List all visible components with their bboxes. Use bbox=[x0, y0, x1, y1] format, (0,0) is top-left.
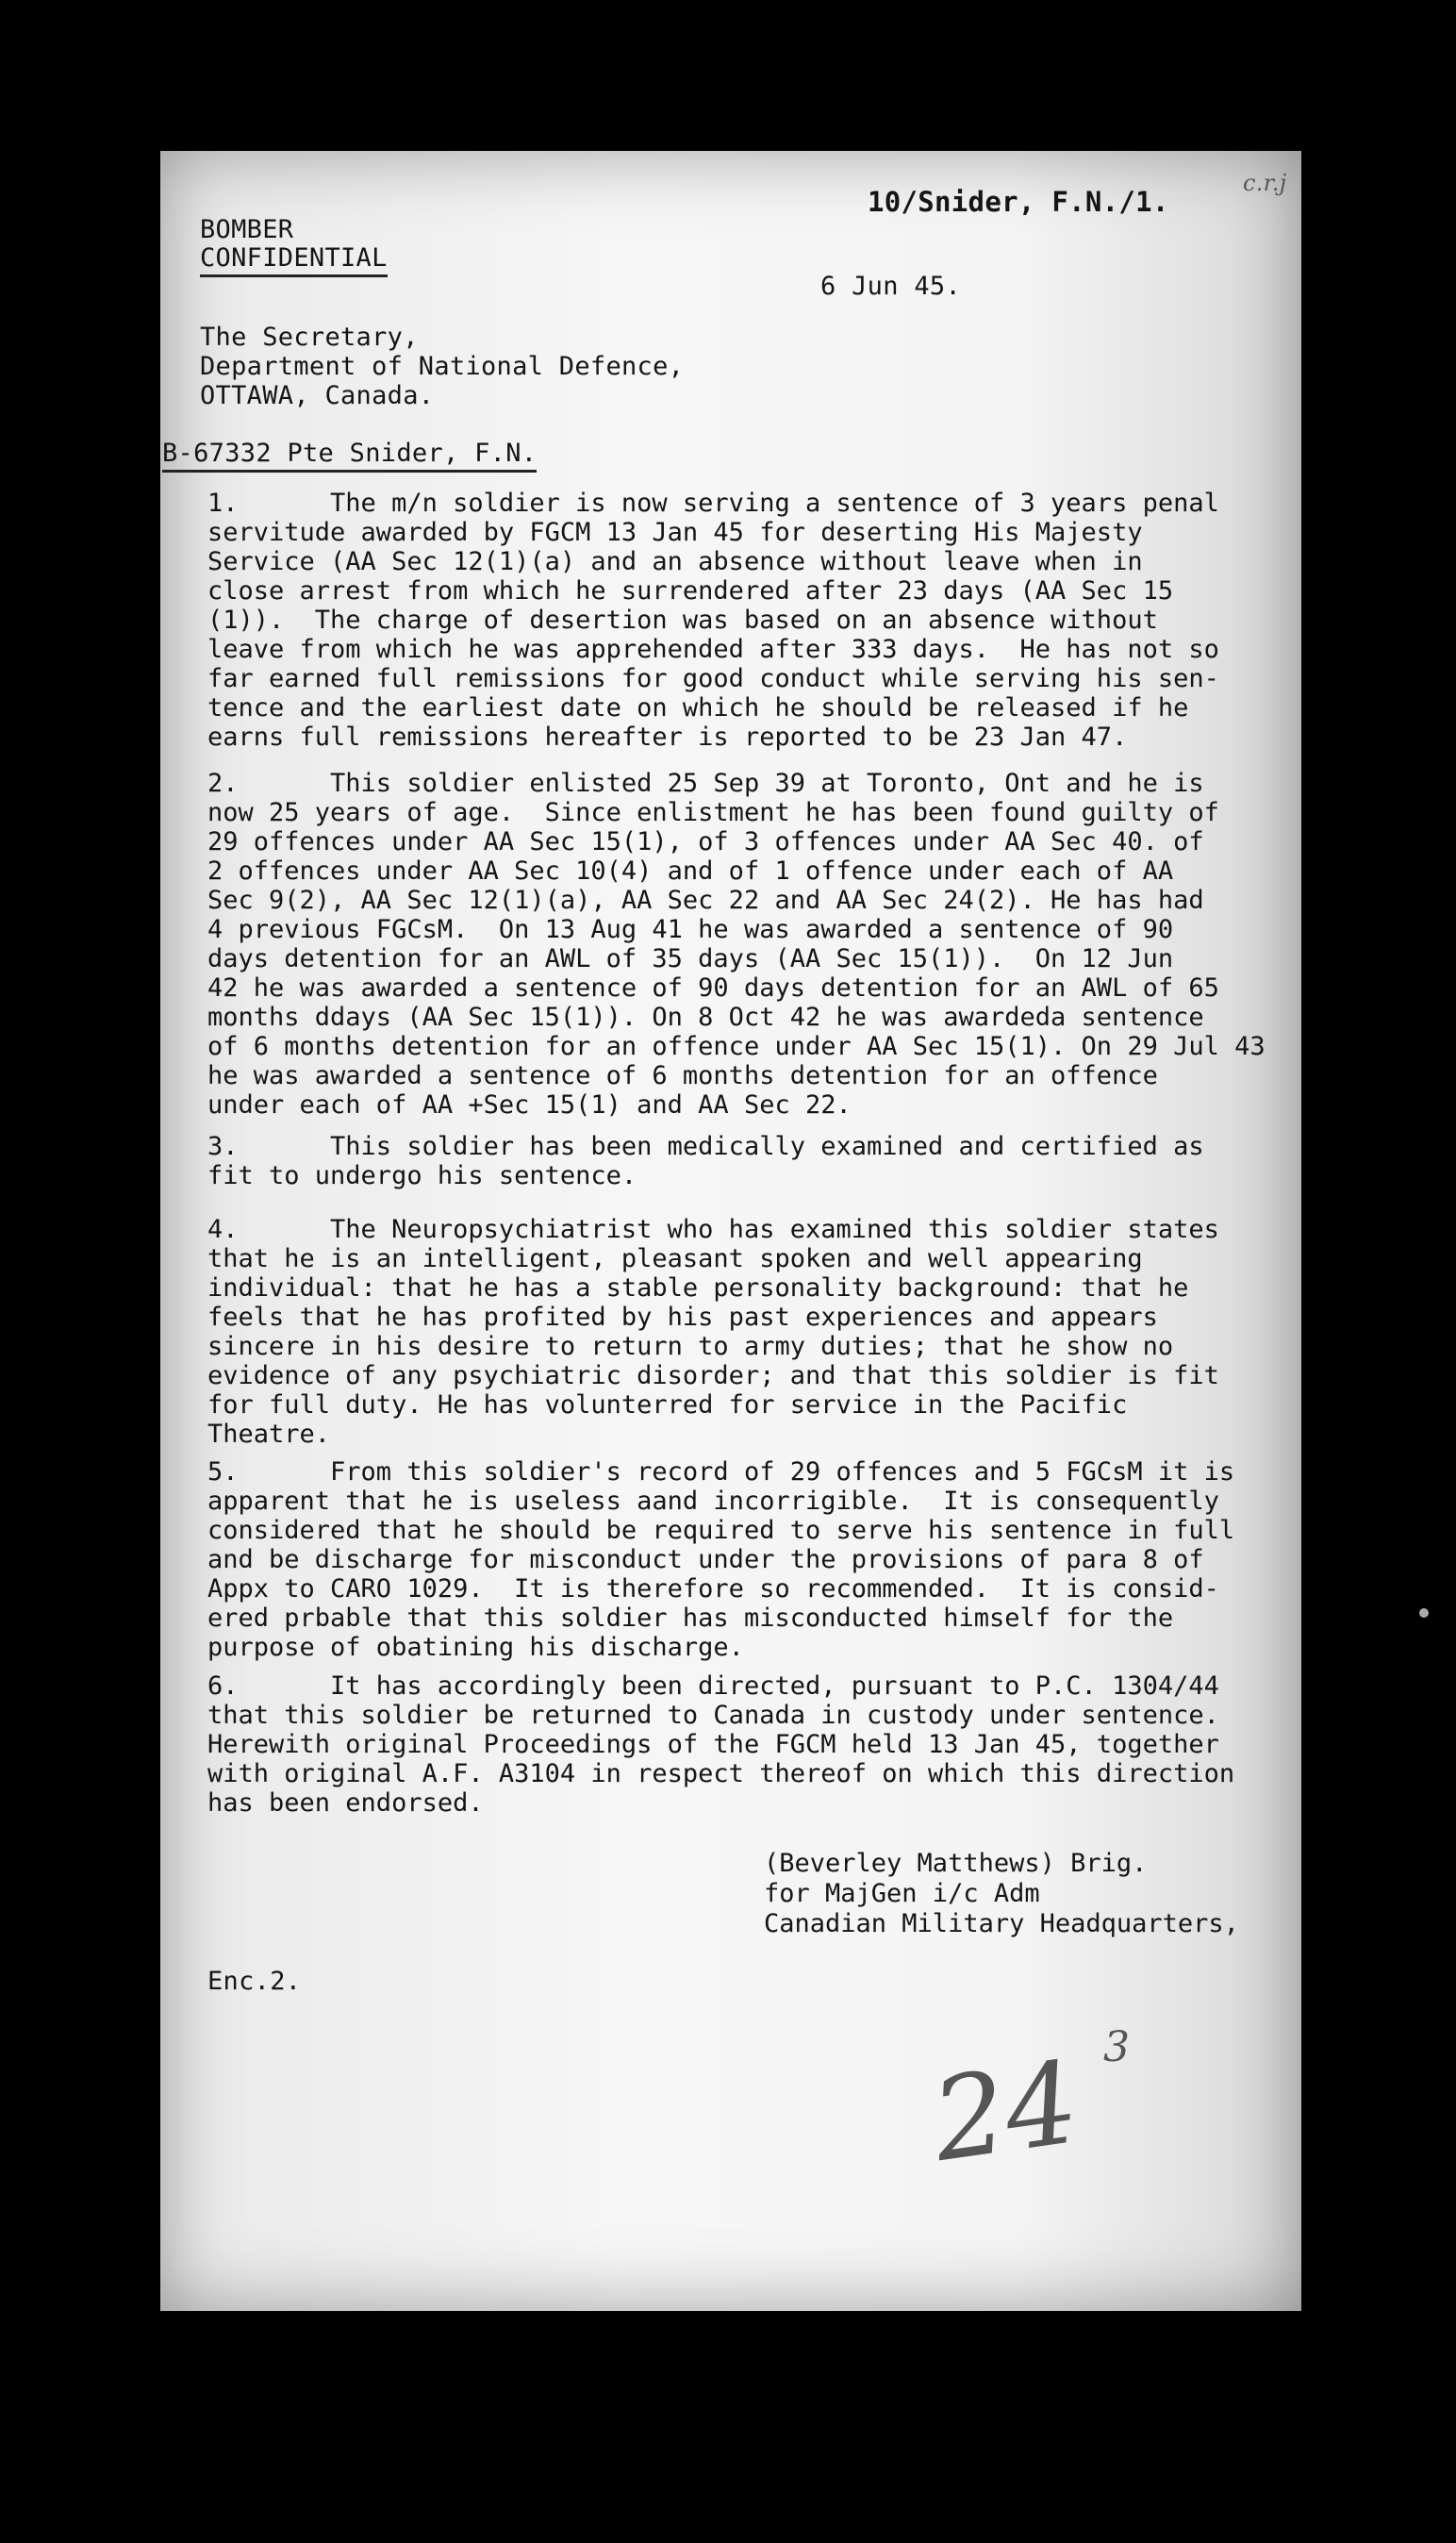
paragraph-line: Sec 9(2), AA Sec 12(1)(a), AA Sec 22 and AA Sec 24(2). He has had bbox=[207, 886, 1204, 915]
address-line-3: OTTAWA, Canada. bbox=[200, 381, 435, 410]
paragraph-line: (1)). The charge of desertion was based on an absence without bbox=[207, 606, 1158, 635]
paragraph-line: ered prbable that this soldier has misconducted himself for the bbox=[207, 1604, 1174, 1633]
paragraph-line: 4 previous FGCsM. On 13 Aug 41 he was awarded a sentence of 90 bbox=[207, 915, 1174, 944]
paragraph-line: Service (AA Sec 12(1)(a) and an absence without leave when in bbox=[207, 547, 1143, 576]
paragraph-line: with original A.F. A3104 in respect thereof on which this direction bbox=[207, 1759, 1235, 1788]
reference-number: 10/Snider, F.N./1. bbox=[868, 186, 1169, 218]
paragraph-line: days detention for an AWL of 35 days (AA Sec 15(1)). On 12 Jun bbox=[207, 944, 1174, 973]
paragraph-4 bbox=[207, 1215, 1292, 1449]
paragraph-line: 2 offences under AA Sec 10(4) and of 1 offence under each of AA bbox=[207, 856, 1174, 886]
paragraph-line: 4. The Neuropsychiatrist who has examined this soldier states bbox=[207, 1215, 1219, 1244]
paragraph-line: 42 he was awarded a sentence of 90 days detention for an AWL of 65 bbox=[207, 973, 1219, 1003]
paragraph-2 bbox=[207, 769, 1292, 1120]
paragraph-6 bbox=[207, 1671, 1292, 1818]
signature-line: Canadian Military Headquarters, bbox=[764, 1909, 1239, 1938]
paragraph-line: he was awarded a sentence of 6 months detention for an offence bbox=[207, 1061, 1158, 1090]
paragraph-line: Theatre. bbox=[207, 1420, 331, 1449]
paragraph-line: months ddays (AA Sec 15(1)). On 8 Oct 42 he was awardeda sentence bbox=[207, 1003, 1204, 1032]
paragraph-line: evidence of any psychiatric disorder; and that this soldier is fit bbox=[207, 1361, 1219, 1390]
paragraph-line: far earned full remissions for good conduct while serving his sen- bbox=[207, 664, 1219, 693]
enclosure-note: Enc.2. bbox=[207, 1967, 302, 1996]
paragraph-line: that this soldier be returned to Canada in custody under sentence. bbox=[207, 1701, 1219, 1730]
address-line-1: The Secretary, bbox=[200, 323, 419, 352]
paragraph-line: 5. From this soldier's record of 29 offences and 5 FGCsM it is bbox=[207, 1457, 1235, 1487]
paragraph-5 bbox=[207, 1457, 1292, 1662]
paragraph-3 bbox=[207, 1132, 1292, 1190]
paragraph-line: sincere in his desire to return to army duties; that he show no bbox=[207, 1332, 1174, 1361]
paragraph-line: 3. This soldier has been medically examined and certified as bbox=[207, 1132, 1204, 1161]
paragraph-line: individual: that he has a stable personality background: that he bbox=[207, 1273, 1189, 1303]
paragraph-line: Appx to CARO 1029. It is therefore so recommended. It is consid- bbox=[207, 1574, 1219, 1604]
paragraph-line: fit to undergo his sentence. bbox=[207, 1161, 637, 1190]
signature-line: for MajGen i/c Adm bbox=[764, 1879, 1040, 1908]
paragraph-line: servitude awarded by FGCM 13 Jan 45 for deserting His Majesty bbox=[207, 518, 1143, 547]
paragraph-line: now 25 years of age. Since enlistment he has been found guilty of bbox=[207, 798, 1219, 827]
paragraph-line: of 6 months detention for an offence under AA Sec 15(1). On 29 Jul 43 bbox=[207, 1032, 1266, 1061]
paragraph-line: close arrest from which he surrendered after 23 days (AA Sec 15 bbox=[207, 576, 1174, 606]
paragraph-line: apparent that he is useless aand incorrigible. It is consequently bbox=[207, 1487, 1219, 1516]
paragraph-1 bbox=[207, 489, 1292, 752]
paragraph-line: under each of AA +Sec 15(1) and AA Sec 22. bbox=[207, 1090, 852, 1120]
paragraph-line: leave from which he was apprehended after 333 days. He has not so bbox=[207, 635, 1219, 664]
corner-handwritten-mark: c.r.j bbox=[1243, 170, 1287, 196]
paragraph-line: 29 offences under AA Sec 15(1), of 3 offences under AA Sec 40. of bbox=[207, 827, 1204, 856]
paragraph-line: 1. The m/n soldier is now serving a sentence of 3 years penal bbox=[207, 489, 1219, 518]
paragraph-line: earns full remissions hereafter is reported to be 23 Jan 47. bbox=[207, 723, 1128, 752]
signature-block bbox=[764, 1849, 1239, 1939]
address-line-2: Department of National Defence, bbox=[200, 352, 685, 381]
paragraph-line: considered that he should be required to serve his sentence in full bbox=[207, 1516, 1235, 1545]
subject-line: B-67332 Pte Snider, F.N. bbox=[162, 439, 537, 473]
paragraph-line: has been endorsed. bbox=[207, 1788, 484, 1818]
paragraph-line: for full duty. He has volunterred for service in the Pacific bbox=[207, 1390, 1128, 1420]
document-page bbox=[160, 151, 1301, 2311]
film-speck bbox=[1419, 1608, 1429, 1618]
letter-date: 6 Jun 45. bbox=[820, 272, 961, 301]
signature-line: (Beverley Matthews) Brig. bbox=[764, 1849, 1148, 1878]
classification-line-2: CONFIDENTIAL bbox=[200, 243, 388, 277]
handwritten-page-number: 24 bbox=[925, 2037, 1086, 2187]
paragraph-line: purpose of obatining his discharge. bbox=[207, 1633, 744, 1662]
handwritten-page-suffix: 3 bbox=[1103, 2023, 1130, 2071]
paragraph-line: that he is an intelligent, pleasant spoken and well appearing bbox=[207, 1244, 1143, 1273]
paragraph-line: 6. It has accordingly been directed, pursuant to P.C. 1304/44 bbox=[207, 1671, 1219, 1701]
classification-line-1: BOMBER bbox=[200, 215, 294, 244]
paragraph-line: and be discharge for misconduct under the provisions of para 8 of bbox=[207, 1545, 1204, 1574]
paragraph-line: feels that he has profited by his past experiences and appears bbox=[207, 1303, 1158, 1332]
paragraph-line: tence and the earliest date on which he should be released if he bbox=[207, 693, 1189, 723]
paragraph-line: 2. This soldier enlisted 25 Sep 39 at Toronto, Ont and he is bbox=[207, 769, 1204, 798]
paragraph-line: Herewith original Proceedings of the FGCM held 13 Jan 45, together bbox=[207, 1730, 1219, 1759]
